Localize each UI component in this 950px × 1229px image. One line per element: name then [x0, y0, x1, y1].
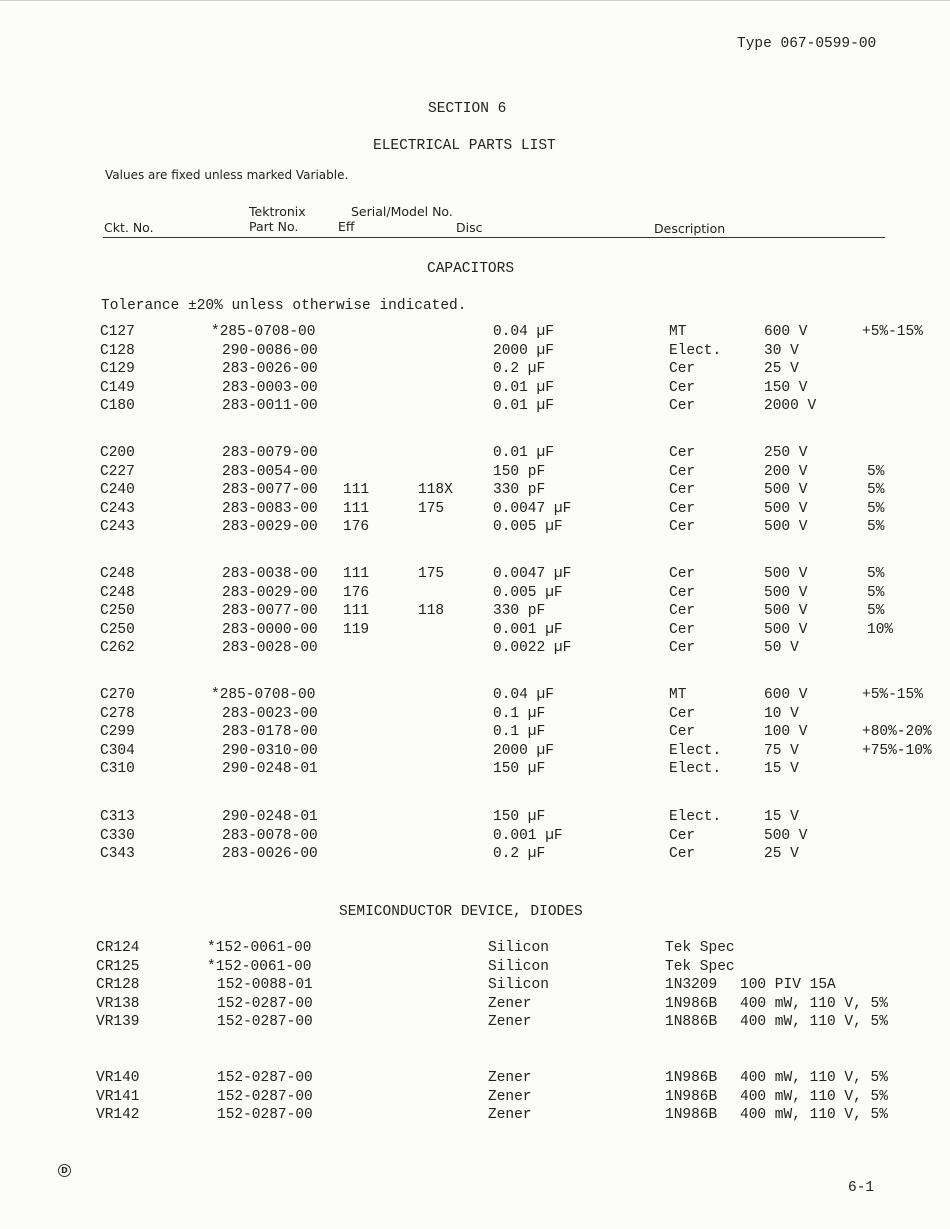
voltage-rating: 500 V: [764, 603, 808, 620]
circuit-number: CR128: [96, 977, 140, 994]
part-number: *285-0708-00: [211, 324, 316, 340]
table-row: [0, 846, 950, 865]
table-row: [0, 940, 950, 959]
tolerance: 5%: [867, 519, 885, 536]
scan-top-edge: [0, 0, 950, 1]
diode-type: 1N986B: [665, 1107, 718, 1124]
voltage-rating: 15 V: [764, 761, 799, 778]
part-number: 290-0086-00: [222, 342, 318, 359]
table-row: [0, 809, 950, 828]
capacitance-value: 150 pF: [493, 463, 546, 480]
circuit-number: VR142: [96, 1107, 140, 1124]
voltage-rating: 500 V: [764, 621, 808, 638]
capacitor-group: [0, 809, 950, 865]
table-row: [0, 380, 950, 399]
table-row: [0, 519, 950, 538]
part-number: 290-0310-00: [222, 742, 318, 759]
table-row: [0, 743, 950, 762]
table-row: [0, 959, 950, 978]
part-number: 152-0088-01: [217, 977, 313, 994]
voltage-rating: 25 V: [764, 846, 799, 863]
tolerance: +5%-15%: [862, 687, 923, 703]
tolerance: 10%: [867, 621, 894, 638]
part-number: 283-0026-00: [222, 846, 318, 863]
page-title: ELECTRICAL PARTS LIST: [373, 138, 556, 154]
capacitor-group: [0, 566, 950, 659]
circuit-number: C248: [100, 566, 135, 582]
table-row: [0, 724, 950, 743]
diode-type: 1N3209: [665, 977, 718, 994]
serial-disc: 175: [418, 566, 445, 582]
part-number: 290-0248-01: [222, 809, 318, 825]
diode-type: 1N986B: [665, 1088, 718, 1105]
table-row: [0, 585, 950, 604]
capacitor-type: Cer: [669, 519, 696, 536]
capacitance-value: 2000 µF: [493, 342, 554, 359]
table-row: [0, 324, 950, 343]
voltage-rating: 30 V: [764, 342, 799, 359]
serial-disc: 118X: [418, 482, 453, 499]
column-header-disc: Disc: [456, 220, 483, 235]
capacitance-value: 0.2 µF: [493, 361, 546, 378]
voltage-rating: 250 V: [764, 445, 808, 461]
tolerance: +5%-15%: [862, 324, 923, 340]
table-row: [0, 622, 950, 641]
tolerance: 5%: [867, 584, 885, 601]
voltage-rating: 600 V: [764, 324, 808, 340]
voltage-rating: 200 V: [764, 463, 808, 480]
capacitor-type: Cer: [669, 482, 696, 499]
voltage-rating: 75 V: [764, 742, 799, 759]
part-number: 283-0054-00: [222, 463, 318, 480]
capacitor-type: Elect.: [669, 342, 722, 359]
header-divider: [103, 237, 885, 238]
voltage-rating: 500 V: [764, 500, 808, 517]
capacitor-type: Elect.: [669, 742, 722, 759]
circuit-number: C240: [100, 482, 135, 499]
table-row: [0, 1070, 950, 1089]
capacitor-type: MT: [669, 687, 687, 703]
circuit-number: C248: [100, 584, 135, 601]
part-number: 283-0079-00: [222, 445, 318, 461]
diode-kind: Zener: [488, 1107, 532, 1124]
tolerance: 5%: [867, 566, 885, 582]
table-row: [0, 761, 950, 780]
capacitance-value: 2000 µF: [493, 742, 554, 759]
capacitance-value: 0.005 µF: [493, 584, 563, 601]
capacitor-type: Cer: [669, 379, 696, 396]
tolerance: 5%: [867, 603, 885, 620]
column-header-serial-model: Serial/Model No.: [351, 204, 453, 219]
circuit-number: C243: [100, 519, 135, 536]
circuit-number: C262: [100, 640, 135, 657]
part-number: *152-0061-00: [207, 958, 312, 975]
voltage-rating: 500 V: [764, 519, 808, 536]
capacitance-value: 0.001 µF: [493, 827, 563, 844]
table-row: [0, 706, 950, 725]
circuit-number: C180: [100, 398, 135, 415]
diode-kind: Silicon: [488, 940, 549, 956]
capacitor-type: Cer: [669, 566, 696, 582]
capacitor-type: Cer: [669, 398, 696, 415]
circuit-number: C330: [100, 827, 135, 844]
type-label: Type 067-0599-00: [737, 36, 877, 52]
part-number: 283-0178-00: [222, 724, 318, 741]
tolerance: 5%: [867, 482, 885, 499]
part-number: 283-0026-00: [222, 361, 318, 378]
serial-eff: 111: [343, 603, 370, 620]
capacitor-type: Cer: [669, 445, 696, 461]
diode-type: Tek Spec: [665, 958, 735, 975]
capacitance-value: 330 pF: [493, 482, 546, 499]
part-number: *152-0061-00: [207, 940, 312, 956]
values-note: Values are fixed unless marked Variable.: [105, 168, 349, 182]
diode-type: 1N986B: [665, 995, 718, 1012]
diode-kind: Zener: [488, 1088, 532, 1105]
capacitance-value: 0.04 µF: [493, 687, 554, 703]
circuit-number: C278: [100, 705, 135, 722]
diode-type: 1N986B: [665, 1070, 718, 1086]
table-row: [0, 398, 950, 417]
column-header-eff: Eff: [338, 219, 355, 234]
part-number: 283-0029-00: [222, 584, 318, 601]
capacitor-type: Cer: [669, 705, 696, 722]
part-number: 152-0287-00: [217, 1107, 313, 1124]
voltage-rating: 150 V: [764, 379, 808, 396]
voltage-rating: 25 V: [764, 361, 799, 378]
table-row: [0, 1107, 950, 1126]
voltage-rating: 500 V: [764, 584, 808, 601]
capacitor-type: Cer: [669, 724, 696, 741]
circuit-number: C128: [100, 342, 135, 359]
part-number: 283-0028-00: [222, 640, 318, 657]
circuit-number: C149: [100, 379, 135, 396]
tolerance: +75%-10%: [862, 742, 932, 759]
capacitance-value: 0.001 µF: [493, 621, 563, 638]
circuit-number: C313: [100, 809, 135, 825]
part-number: 290-0248-01: [222, 761, 318, 778]
circuit-number: C270: [100, 687, 135, 703]
voltage-rating: 15 V: [764, 809, 799, 825]
capacitor-type: Cer: [669, 584, 696, 601]
capacitors-heading: CAPACITORS: [427, 261, 515, 277]
part-number: 283-0038-00: [222, 566, 318, 582]
tolerance: 5%: [867, 463, 885, 480]
table-row: [0, 361, 950, 380]
table-row: [0, 464, 950, 483]
diode-spec: 100 PIV 15A: [740, 977, 836, 994]
part-number: 283-0029-00: [222, 519, 318, 536]
voltage-rating: 500 V: [764, 566, 808, 582]
circuit-number: C250: [100, 603, 135, 620]
tolerance-note: Tolerance ±20% unless otherwise indicated.: [101, 298, 467, 314]
diode-kind: Zener: [488, 995, 532, 1012]
circuit-number: VR141: [96, 1088, 140, 1105]
circuit-number: C227: [100, 463, 135, 480]
capacitance-value: 0.0047 µF: [493, 566, 572, 582]
circuit-number: C299: [100, 724, 135, 741]
diode-group: [0, 940, 950, 1033]
serial-eff: 111: [343, 500, 370, 517]
column-header-ckt: Ckt. No.: [104, 220, 154, 235]
capacitor-type: Elect.: [669, 809, 722, 825]
capacitance-value: 0.01 µF: [493, 398, 554, 415]
capacitor-type: Cer: [669, 603, 696, 620]
serial-eff: 111: [343, 566, 370, 582]
capacitor-type: Cer: [669, 361, 696, 378]
table-row: [0, 687, 950, 706]
circuit-number: C129: [100, 361, 135, 378]
capacitor-type: Cer: [669, 500, 696, 517]
serial-eff: 111: [343, 482, 370, 499]
circuit-number: VR139: [96, 1014, 140, 1031]
part-number: 283-0023-00: [222, 705, 318, 722]
circuit-number: C200: [100, 445, 135, 461]
serial-disc: 118: [418, 603, 445, 620]
semiconductors-heading: SEMICONDUCTOR DEVICE, DIODES: [339, 904, 583, 920]
circuit-number: CR125: [96, 958, 140, 975]
capacitance-value: 0.04 µF: [493, 324, 554, 340]
serial-eff: 119: [343, 621, 370, 638]
part-number: *285-0708-00: [211, 687, 316, 703]
voltage-rating: 50 V: [764, 640, 799, 657]
capacitance-value: 0.0047 µF: [493, 500, 572, 517]
diode-spec: 400 mW, 110 V, 5%: [740, 995, 888, 1012]
capacitor-type: MT: [669, 324, 687, 340]
part-number: 283-0003-00: [222, 379, 318, 396]
table-row: [0, 977, 950, 996]
capacitance-value: 0.005 µF: [493, 519, 563, 536]
circuit-number: C310: [100, 761, 135, 778]
circuit-number: C304: [100, 742, 135, 759]
capacitance-value: 150 µF: [493, 761, 546, 778]
part-number: 283-0083-00: [222, 500, 318, 517]
voltage-rating: 2000 V: [764, 398, 817, 415]
capacitor-type: Cer: [669, 621, 696, 638]
diode-kind: Zener: [488, 1070, 532, 1086]
diode-spec: 400 mW, 110 V, 5%: [740, 1088, 888, 1105]
capacitor-type: Elect.: [669, 761, 722, 778]
serial-disc: 175: [418, 500, 445, 517]
part-number: 283-0077-00: [222, 482, 318, 499]
tolerance: 5%: [867, 500, 885, 517]
circuit-number: C243: [100, 500, 135, 517]
part-number: 283-0011-00: [222, 398, 318, 415]
diode-spec: 400 mW, 110 V, 5%: [740, 1107, 888, 1124]
circuit-number: VR140: [96, 1070, 140, 1086]
voltage-rating: 10 V: [764, 705, 799, 722]
diode-type: 1N886B: [665, 1014, 718, 1031]
diode-kind: Silicon: [488, 977, 549, 994]
column-header-description: Description: [654, 221, 726, 236]
capacitance-value: 150 µF: [493, 809, 546, 825]
capacitor-group: [0, 324, 950, 417]
part-number: 283-0078-00: [222, 827, 318, 844]
capacitance-value: 0.2 µF: [493, 846, 546, 863]
part-number: 152-0287-00: [217, 995, 313, 1012]
voltage-rating: 600 V: [764, 687, 808, 703]
table-row: [0, 566, 950, 585]
diode-spec: 400 mW, 110 V, 5%: [740, 1070, 888, 1086]
part-number: 152-0287-00: [217, 1088, 313, 1105]
part-number: 283-0000-00: [222, 621, 318, 638]
circuit-number: C250: [100, 621, 135, 638]
tolerance: +80%-20%: [862, 724, 932, 741]
capacitance-value: 0.01 µF: [493, 379, 554, 396]
capacitor-type: Cer: [669, 640, 696, 657]
capacitance-value: 0.1 µF: [493, 705, 546, 722]
table-row: [0, 828, 950, 847]
circuit-number: CR124: [96, 940, 140, 956]
capacitor-type: Cer: [669, 463, 696, 480]
part-number: 152-0287-00: [217, 1070, 313, 1086]
table-row: [0, 501, 950, 520]
voltage-rating: 100 V: [764, 724, 808, 741]
section-title: SECTION 6: [428, 101, 507, 117]
capacitor-group: [0, 445, 950, 538]
capacitance-value: 0.0022 µF: [493, 640, 572, 657]
page-number: 6-1: [848, 1180, 875, 1196]
capacitor-type: Cer: [669, 827, 696, 844]
table-row: [0, 343, 950, 362]
capacitor-type: Cer: [669, 846, 696, 863]
table-row: [0, 603, 950, 622]
diode-group: [0, 1070, 950, 1126]
capacitance-value: 0.01 µF: [493, 445, 554, 461]
table-row: [0, 482, 950, 501]
table-row: [0, 996, 950, 1015]
diode-kind: Zener: [488, 1014, 532, 1031]
table-row: [0, 445, 950, 464]
table-row: [0, 1089, 950, 1108]
capacitor-group: [0, 687, 950, 780]
column-header-part-no: Part No.: [249, 219, 299, 234]
table-row: [0, 1014, 950, 1033]
diode-type: Tek Spec: [665, 940, 735, 956]
column-header-tektronix: Tektronix: [249, 204, 306, 219]
circuit-number: C343: [100, 846, 135, 863]
serial-eff: 176: [343, 519, 370, 536]
diode-spec: 400 mW, 110 V, 5%: [740, 1014, 888, 1031]
diode-kind: Silicon: [488, 958, 549, 975]
capacitance-value: 330 pF: [493, 603, 546, 620]
table-row: [0, 640, 950, 659]
part-number: 152-0287-00: [217, 1014, 313, 1031]
voltage-rating: 500 V: [764, 827, 808, 844]
serial-eff: 176: [343, 584, 370, 601]
circuit-number: VR138: [96, 995, 140, 1012]
part-number: 283-0077-00: [222, 603, 318, 620]
circuit-number: C127: [100, 324, 135, 340]
capacitance-value: 0.1 µF: [493, 724, 546, 741]
voltage-rating: 500 V: [764, 482, 808, 499]
tektronix-d-logo: D: [58, 1164, 71, 1177]
